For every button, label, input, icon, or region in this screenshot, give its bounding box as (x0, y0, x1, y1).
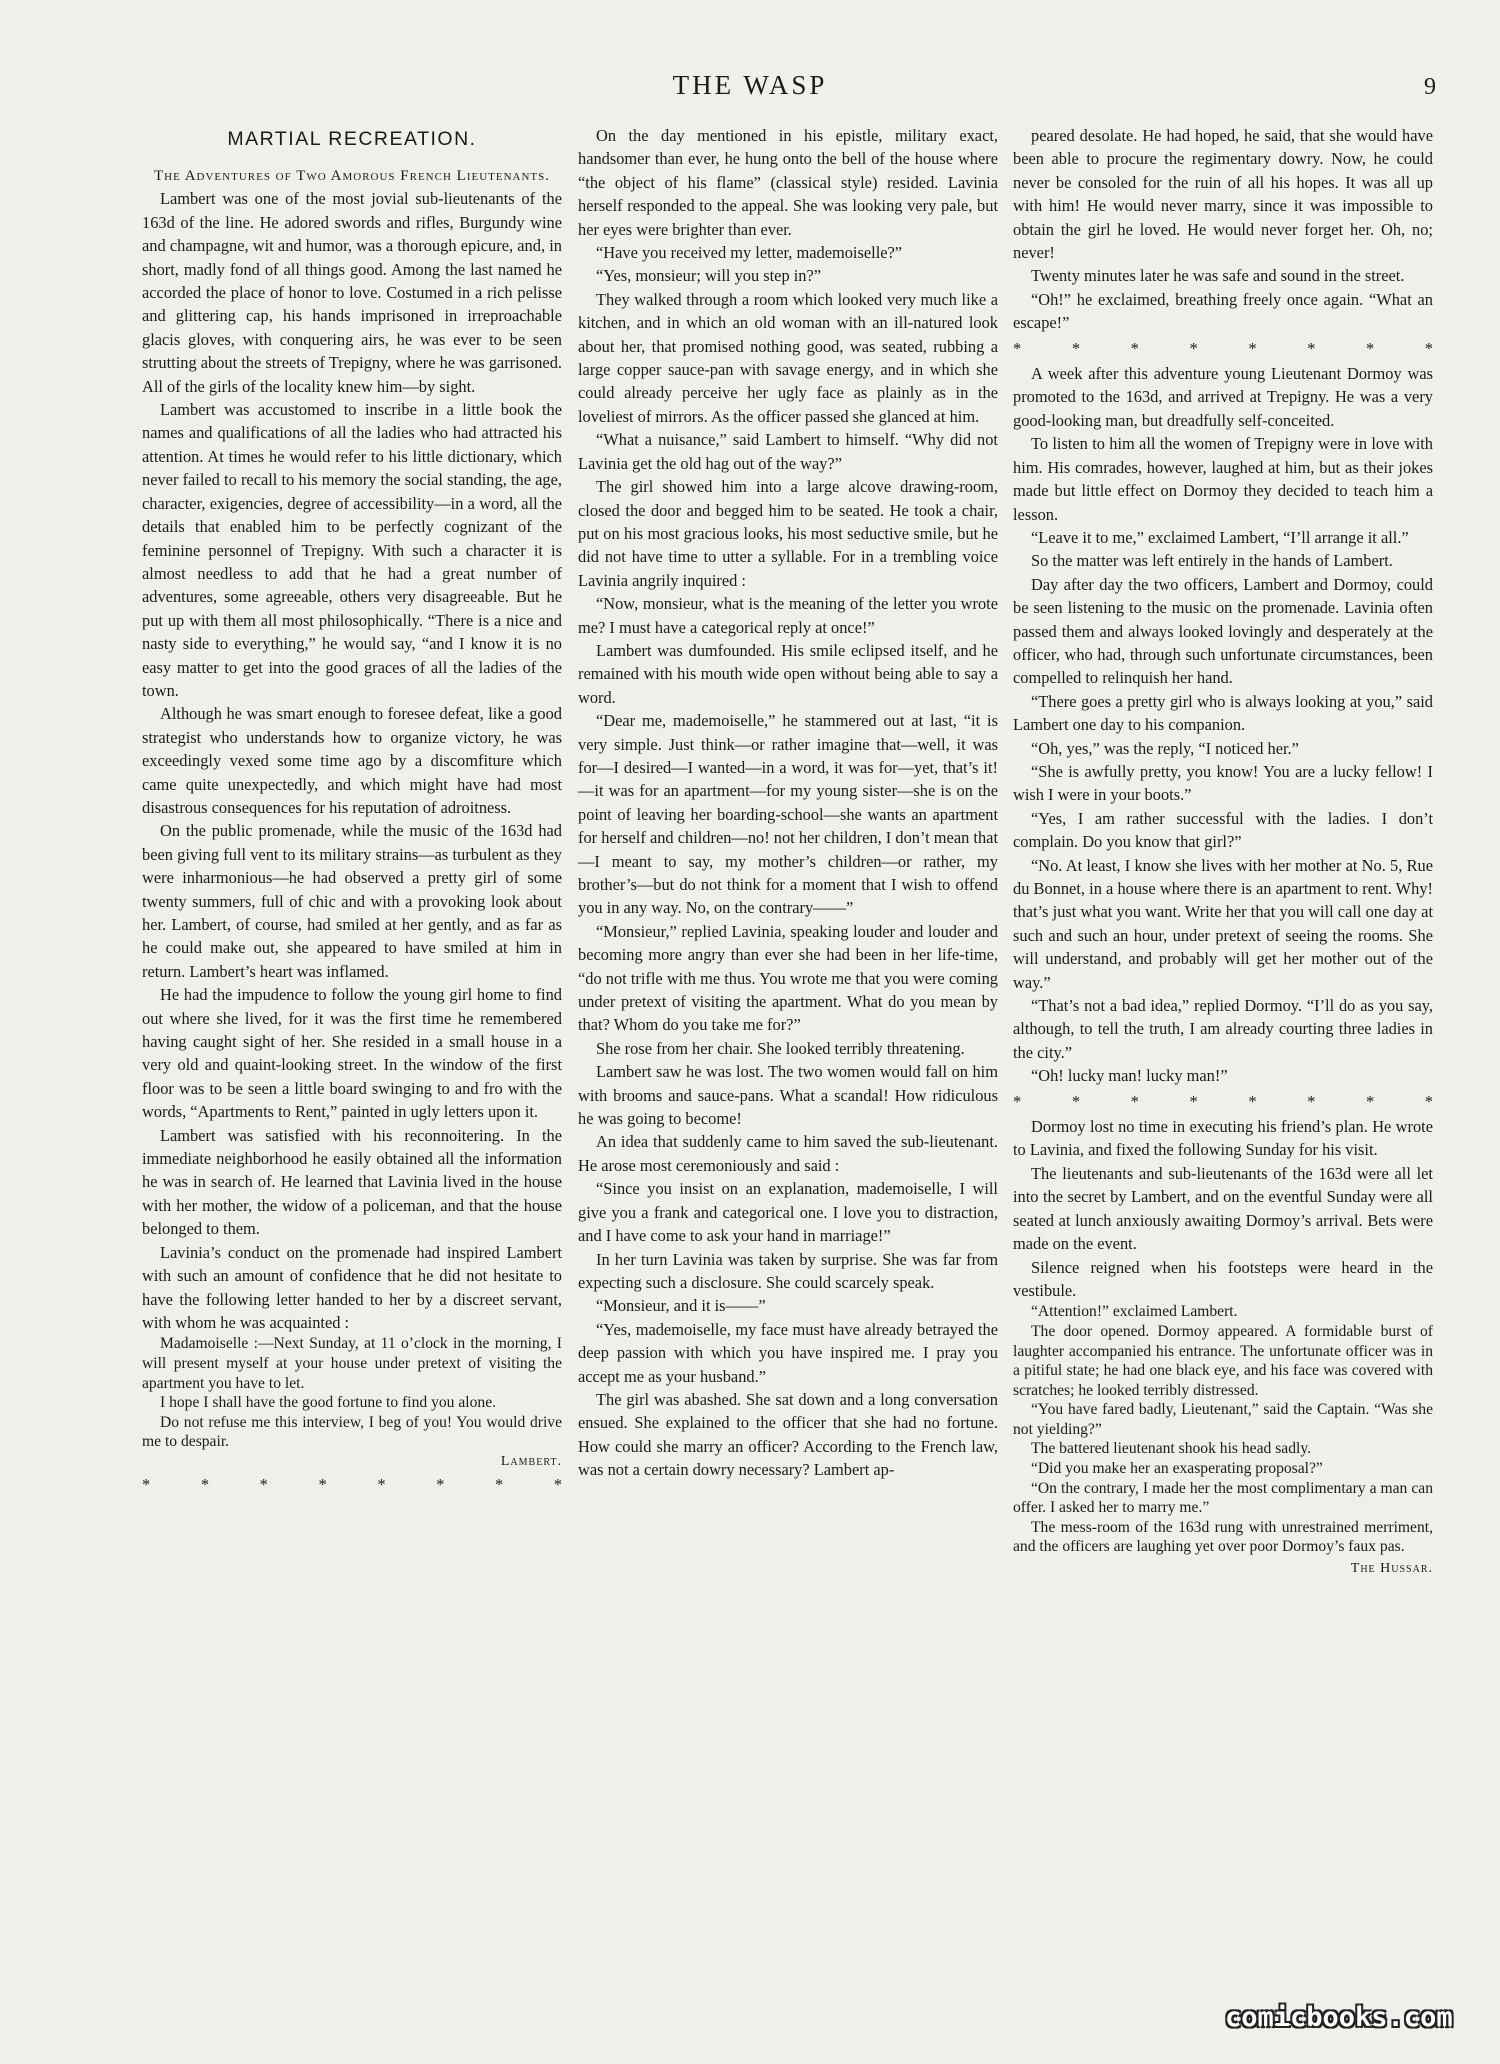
column-1-body (142, 187, 562, 1334)
paragraph: “What a nuisance,” said Lambert to himself. “Why did not Lavinia get the old hag out of the way?” (578, 430, 998, 473)
paragraph: In her turn Lavinia was taken by surprise. She was far from expecting such a disclosure. She could scarcely speak. (578, 1249, 998, 1292)
paragraph: To listen to him all the women of Trepigny were in love with him. His comrades, however, laughed at him, but as their jokes made but little effect on Dormoy they decided to teach him a lesson. (1013, 434, 1433, 524)
paragraph: “Yes, mademoiselle, my face must have already betrayed the deep passion with which you have inspired me. I pray you accept me as your husband.” (578, 1319, 998, 1386)
paragraph: “Leave it to me,” exclaimed Lambert, “I’ll arrange it all.” (1031, 527, 1409, 547)
section-break-stars: * * * * * * * * (1013, 338, 1433, 358)
letter-signature: Lambert. (500, 1453, 562, 1469)
section-break-stars: * * * * * * * * (142, 1475, 562, 1495)
paragraph: “Oh, yes,” was the reply, “I noticed her.” (1031, 738, 1299, 758)
paragraph: Although he was smart enough to foresee defeat, like a good strategist who understands how to organize victory, he was exceedingly vexed some time ago by a discomfiture which came quite unexpectedly, and which might have had most disastrous consequences for his reputation of adroitness. (142, 704, 562, 817)
paragraph: “She is awfully pretty, you know! You are a lucky fellow! I wish I were in your boots.” (1013, 761, 1433, 805)
paragraph: peared desolate. He had hoped, he said, that she would have been able to procure the regimentary dowry. Now, he could never be consoled for the ruin of all his hopes. It was all up with him! He would never marry, since it was impossible to obtain the girl he loved. He would never forget her. Oh, no; never! (1013, 126, 1433, 263)
paragraph: Lambert was satisfied with his reconnoitering. In the immediate neighborhood he easily obtained all the information he was in search of. He learned that Lavinia lived in the house with her mother, the widow of a policeman, and that the house belonged to them. (142, 1125, 562, 1239)
paragraph: The girl was abashed. She sat down and a long conversation ensued. She explained to the officer that she had no fortune. How could she marry an officer? According to the French law, was not a certain dowry necessary? Lambert ap- (578, 1389, 998, 1480)
column-2 (578, 124, 998, 1482)
paragraph: Lambert was dumfounded. His smile eclipsed itself, and he remained with his mouth wide open without being able to say a word. (578, 640, 998, 707)
column-3-body-a (1013, 124, 1433, 335)
paragraph: Madamoiselle :—Next Sunday, at 11 o’clock in the morning, I will present myself at your house under pretext of visiting the apartment you have to let. (142, 1335, 562, 1392)
paragraph: “Oh!” he exclaimed, breathing freely once again. “What an escape!” (1013, 289, 1433, 333)
article-headline: MARTIAL RECREATION. (227, 128, 477, 150)
paragraph: The door opened. Dormoy appeared. A formidable burst of laughter accompanied his entrance. The unfortunate officer was in a pitiful state; he had one black eye, and his face was covered with scratches; he looked terribly distressed. (1013, 1322, 1433, 1399)
paragraph: They walked through a room which looked very much like a kitchen, and in which an old woman with an ill-natured look about her, that promised nothing good, was seated, rubbing a large copper sauce-pan with savage energy, and in which she could already perceive her ugly face as plainly as in the loveliest of mirrors. As the officer passed she glanced at him. (578, 289, 998, 426)
paragraph: She rose from her chair. She looked terribly threatening. (596, 1038, 965, 1058)
paragraph: The battered lieutenant shook his head sadly. (1031, 1440, 1312, 1458)
paragraph: Lambert was accustomed to inscribe in a little book the names and qualifications of all the ladies who had attracted his attention. At times he would refer to his little dictionary, which never failed to recall to his memory the social standing, the age, character, exigencies, degree of accessibility—in a word, all the details that enabled him to be perfectly cognizant of the feminine personnel of Trepigny. With such a character it is almost needless to add that he had a great number of adventures, some agreeable, others very disagreeable. But he put up with them all most philosophically. “There is a nice and nasty side to everything,” he would say, “and I know it is no easy matter to get into the good graces of all the ladies of the town. (142, 400, 562, 700)
column-3-body-c (1013, 1115, 1433, 1302)
paragraph: Dormoy lost no time in executing his friend’s plan. He wrote to Lavinia, and fixed the following Sunday for his visit. (1013, 1117, 1433, 1160)
watermark-logo: comicbooks.com (1225, 2002, 1453, 2033)
paragraph: “Attention!” exclaimed Lambert. (1031, 1303, 1238, 1321)
paragraph: The mess-room of the 163d rung with unrestrained merriment, and the officers are laughing yet over poor Dormoy’s faux pas. (1013, 1518, 1433, 1556)
paragraph: “You have fared badly, Lieutenant,” said the Captain. “Was she not yielding?” (1013, 1401, 1433, 1438)
paragraph: I hope I shall have the good fortune to find you alone. (160, 1394, 497, 1412)
section-break-stars: * * * * * * * * (1013, 1091, 1433, 1111)
paragraph: “Have you received my letter, mademoiselle?” (596, 243, 903, 263)
paragraph: The lieutenants and sub-lieutenants of the 163d were all let into the secret by Lambert, and on the eventful Sunday were all seated at lunch anxiously awaiting Dormoy’s arrival. Bets were made on the event. (1013, 1163, 1433, 1254)
paragraph: So the matter was left entirely in the hands of Lambert. (1031, 551, 1393, 571)
paragraph: Lavinia’s conduct on the promenade had inspired Lambert with such an amount of confidence that he did not hesitate to have the following letter handed to her by a discreet servant, with whom he was acquainted : (142, 1242, 562, 1332)
paragraph: “Did you make her an exasperating proposal?” (1031, 1460, 1323, 1478)
paragraph: Day after day the two officers, Lambert and Dormoy, could be seen listening to the music on the promenade. Lavinia often passed them and always looked lovingly and desperately at the officer, who had, through such unfortunate circumstances, been compelled to relinquish her hand. (1013, 574, 1433, 688)
paragraph: “Dear me, mademoiselle,” he stammered out at last, “it is very simple. Just think—or rather imagine that—well, it was for—I desired—I wanted—in a word, it was for—yet, that’s it!—it was for an apartment—for my young sister—she is on the point of leaving her boarding-school—she wants an apartment for herself and children—no! not her children, I don’t mean that—I meant to say, my mother’s children—or rather, my brother’s—but do not think for a moment that I wish to offend you in any way. No, on the contrary——” (578, 711, 998, 918)
paragraph: On the day mentioned in his epistle, military exact, handsomer than ever, he hung onto the bell of the house where “the object of his flame” (classical style) resided. Lavinia herself responded to the appeal. She was looking very pale, but her eyes were brighter than ever. (578, 126, 998, 239)
paragraph: Twenty minutes later he was safe and sound in the street. (1031, 266, 1405, 286)
column-3 (1013, 124, 1433, 1580)
paragraph: “Oh! lucky man! lucky man!” (1031, 1066, 1228, 1086)
masthead: THE WASP (672, 70, 828, 100)
paragraph: Lambert was one of the most jovial sub-lieutenants of the 163d of the line. He adored swords and rifles, Burgundy wine and champagne, wit and humor, was a thorough epicure, and, in short, madly fond of all things good. Among the last named he accorded the place of honor to love. Costumed in a rich pelisse and glittering cap, his hands imprisoned in irreproachable glacis gloves, with conquering airs, he was ever to be seen strutting about the streets of Trepigny, where he was garrisoned. All of the girls of the locality knew him—by sight. (142, 189, 563, 396)
column-1 (142, 124, 562, 1499)
column-2-body (578, 124, 998, 1482)
paragraph: “On the contrary, I made her the most complimentary a man can offer. I asked her to marry me.” (1013, 1479, 1433, 1517)
column-3-body-b (1013, 362, 1433, 1088)
page-number: 9 (1424, 74, 1436, 100)
paragraph: Silence reigned when his footsteps were heard in the vestibule. (1013, 1257, 1433, 1300)
paragraph: A week after this adventure young Lieutenant Dormoy was promoted to the 163d, and arrived at Trepigny. He was a very good-looking man, but dreadfully self-conceited. (1013, 364, 1433, 430)
paragraph: “Yes, I am rather successful with the ladies. I don’t complain. Do you know that girl?” (1013, 808, 1433, 852)
paragraph: “Monsieur,” replied Lavinia, speaking louder and louder and becoming more angry than ever she had been in her life-time, “do not trifle with me thus. You wrote me that you were coming under pretext of visiting the apartment. What do you mean by that? Whom do you take me for?” (578, 921, 998, 1035)
article-subheadline: The Adventures of Two Amorous French Lieutenants. (153, 168, 551, 185)
paragraph: “Yes, monsieur; will you step in?” (596, 266, 822, 286)
paragraph: Do not refuse me this interview, I beg of you! You would drive me to despair. (142, 1413, 562, 1451)
paragraph: The girl showed him into a large alcove drawing-room, closed the door and begged him to be seated. He took a chair, put on his most gracious looks, his most seductive smile, but he did not have time to utter a syllable. For in a trembling voice Lavinia angrily inquired : (578, 477, 998, 590)
paragraph: “No. At least, I know she lives with her mother at No. 5, Rue du Bonnet, in a house where there is an apartment to rent. Why! that’s just what you want. Write her that you will call one day at such and such an hour, under pretext of seeing the rooms. She will understand, and probably will get her mother out of the way.” (1013, 855, 1433, 992)
paragraph: “There goes a pretty girl who is always looking at you,” said Lambert one day to his companion. (1013, 691, 1433, 735)
paragraph: “Now, monsieur, what is the meaning of the letter you wrote me? I must have a categorical reply at once!” (578, 594, 998, 637)
paragraph: “That’s not a bad idea,” replied Dormoy. “I’ll do as you say, although, to tell the truth, I am already courting three ladies in the city.” (1013, 996, 1433, 1062)
paragraph: “Monsieur, and it is——” (596, 1296, 766, 1316)
letter-block (142, 1334, 562, 1452)
paragraph: He had the impudence to follow the young girl home to find out where she lived, for it was the first time he remembered having caught sight of her. She resided in a small house in a very old and quaint-looking street. In the window of the first floor was to be seen a little board swinging to and fro with the words, “Apartments to Rent,” painted in ugly letters upon it. (142, 985, 562, 1122)
article-byline: The Hussar. (1350, 1561, 1433, 1577)
column-3-body-d (1013, 1302, 1433, 1557)
paragraph: Lambert saw he was lost. The two women would fall on him with brooms and sauce-pans. What a scandal! How ridiculous he was going to become! (578, 1062, 998, 1129)
paragraph: On the public promenade, while the music of the 163d had been giving full vent to its military strains—as turbulent as they were inharmonious—he had observed a pretty girl of some twenty summers, full of chic and with a provoking look about her. Lambert, of course, had smiled at her gently, and as far as he could make out, she appeared to have smiled at him in return. Lambert’s heart was inflamed. (142, 821, 562, 981)
paragraph: “Since you insist on an explanation, mademoiselle, I will give you a frank and categorical one. I love you to distraction, and I have come to ask your hand in marriage!” (578, 1179, 998, 1246)
paragraph: An idea that suddenly came to him saved the sub-lieutenant. He arose most ceremoniously and said : (578, 1132, 998, 1175)
